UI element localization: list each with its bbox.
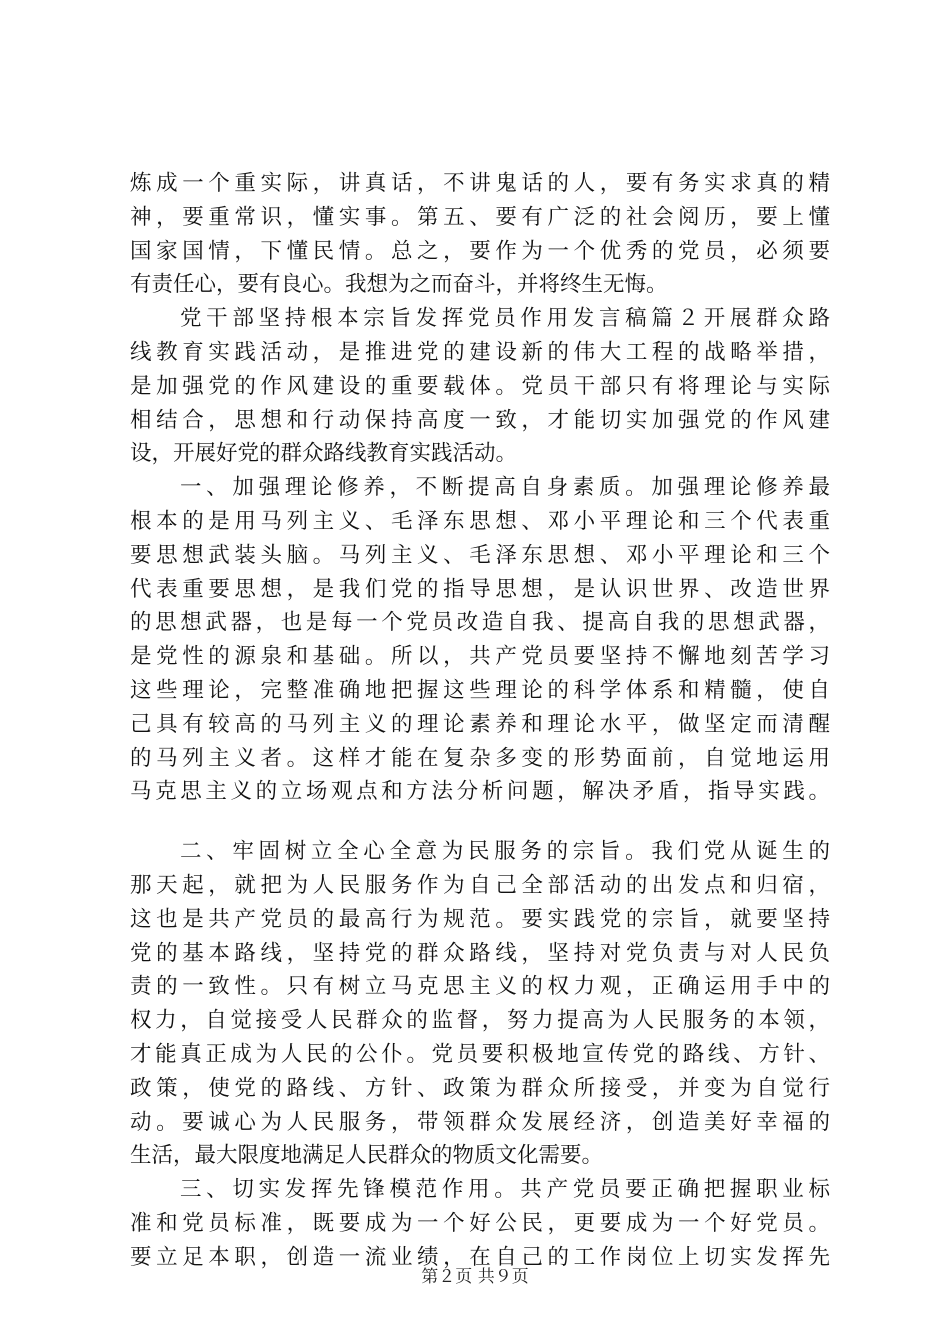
text-line: 责的一致性。只有树立马克思主义的权力观，正确运用手中的	[130, 974, 830, 999]
text-line: 是加强党的作风建设的重要载体。党员干部只有将理论与实际	[130, 374, 830, 399]
text-line: 动。要诚心为人民服务，带领群众发展经济，创造美好幸福的	[130, 1110, 830, 1135]
text-line: 根本的是用马列主义、毛泽东思想、邓小平理论和三个代表重	[130, 509, 830, 534]
text-line: 才能真正成为人民的公仆。党员要积极地宣传党的路线、方针、	[130, 1042, 830, 1067]
text-line: 己具有较高的马列主义的理论素养和理论水平，做坚定而清醒	[130, 712, 830, 737]
text-line: 设，开展好党的群众路线教育实践活动。	[130, 441, 518, 466]
text-line: 三、切实发挥先锋模范作用。共产党员要正确把握职业标	[180, 1177, 830, 1202]
text-line: 党干部坚持根本宗旨发挥党员作用发言稿篇２开展群众路	[180, 306, 830, 331]
page-number-footer: 第２页 共９页	[421, 1267, 529, 1287]
text-line: 政策，使党的路线、方针、政策为群众所接受，并变为自觉行	[130, 1076, 830, 1101]
text-line: 国家国情，下懂民情。总之，要作为一个优秀的党员，必须要	[130, 239, 830, 264]
text-line: 这也是共产党员的最高行为规范。要实践党的宗旨，就要坚持	[130, 907, 830, 932]
text-line: 有责任心，要有良心。我想为之而奋斗，并将终生无悔。	[130, 272, 668, 297]
text-line: 要思想武装头脑。马列主义、毛泽东思想、邓小平理论和三个	[130, 543, 830, 568]
text-line: 相结合，思想和行动保持高度一致，才能切实加强党的作风建	[130, 408, 830, 433]
text-line: 神，要重常识，懂实事。第五、要有广泛的社会阅历，要上懂	[130, 205, 830, 230]
text-line: 党的基本路线，坚持党的群众路线，坚持对党负责与对人民负	[130, 941, 830, 966]
text-line: 要立足本职，创造一流业绩，在自己的工作岗位上切实发挥先	[130, 1245, 830, 1270]
text-line: 那天起，就把为人民服务作为自己全部活动的出发点和归宿，	[130, 873, 830, 898]
text-line: 代表重要思想，是我们党的指导思想，是认识世界、改造世界	[130, 577, 830, 602]
text-line: 生活，最大限度地满足人民群众的物质文化需要。	[130, 1143, 604, 1168]
text-line: 准和党员标准，既要成为一个好公民，更要成为一个好党员。	[130, 1211, 830, 1236]
text-line: 一、加强理论修养，不断提高自身素质。加强理论修养最	[180, 475, 830, 500]
text-line: 的思想武器，也是每一个党员改造自我、提高自我的思想武器，	[130, 610, 830, 635]
text-line: 的马列主义者。这样才能在复杂多变的形势面前，自觉地运用	[130, 746, 830, 771]
text-line: 这些理论，完整准确地把握这些理论的科学体系和精髓，使自	[130, 678, 830, 703]
text-line: 是党性的源泉和基础。所以，共产党员要坚持不懈地刻苦学习	[130, 644, 830, 669]
text-line: 二、牢固树立全心全意为民服务的宗旨。我们党从诞生的	[180, 839, 830, 864]
text-line: 马克思主义的立场观点和方法分析问题，解决矛盾，指导实践。	[130, 779, 830, 804]
text-line: 炼成一个重实际，讲真话，不讲鬼话的人，要有务实求真的精	[130, 171, 830, 196]
text-line: 权力，自觉接受人民群众的监督，努力提高为人民服务的本领，	[130, 1008, 830, 1033]
text-line: 线教育实践活动，是推进党的建设新的伟大工程的战略举措，	[130, 340, 830, 365]
